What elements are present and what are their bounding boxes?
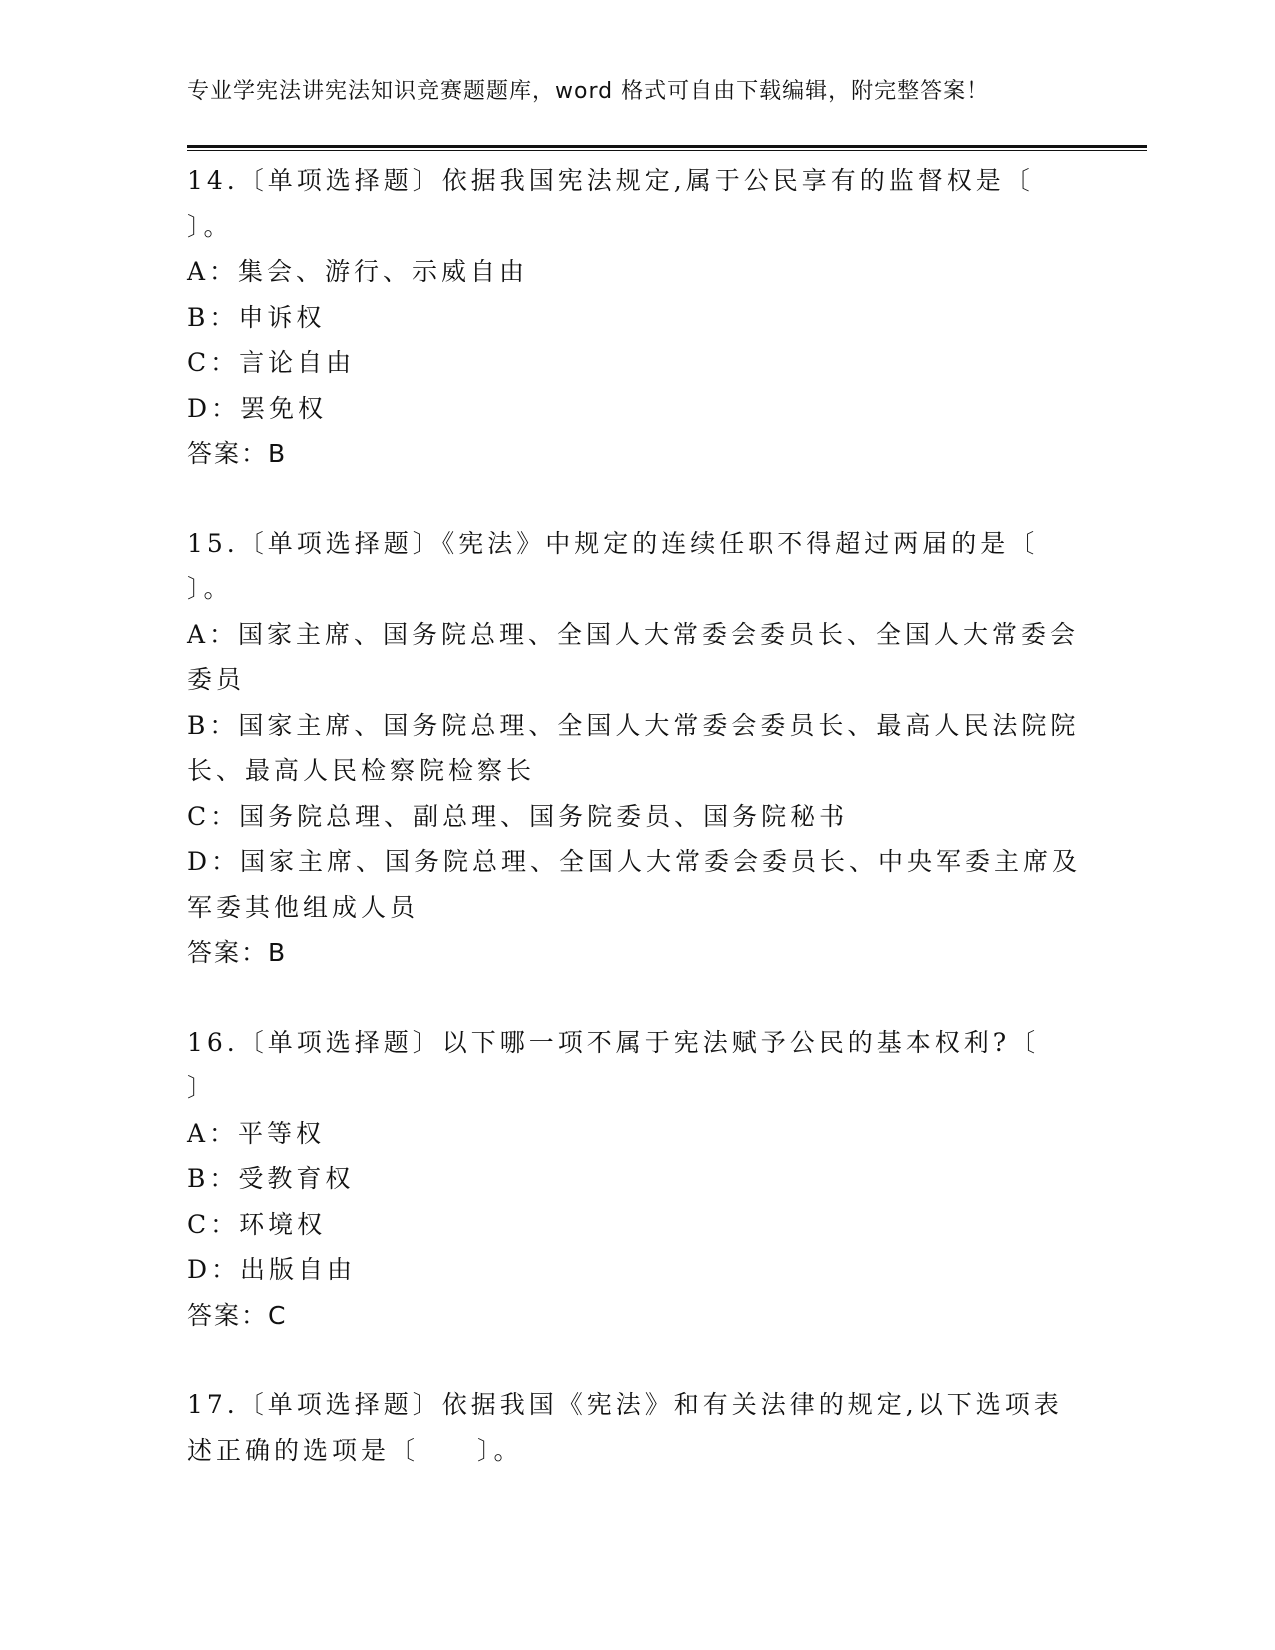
option-b: B：受教育权 [187,1164,355,1193]
question-text: 〕 [187,1073,217,1102]
question-16 [187,1020,1087,1339]
question-text: 16.〔单项选择题〕以下哪一项不属于宪法赋予公民的基本权利?〔 [187,1027,1040,1057]
question-text: 15.〔单项选择题〕《宪法》中规定的连续任职不得超过两届的是〔 [187,528,1039,558]
question-text: 17.〔单项选择题〕依据我国《宪法》和有关法律的规定,以下选项表 [187,1390,1063,1419]
option-b: B：国家主席、国务院总理、全国人大常委会委员长、最高人民法院院 [187,710,1080,740]
option-c: C：言论自由 [187,348,356,377]
question-15 [187,521,1087,976]
question-text: 14.〔单项选择题〕依据我国宪法规定,属于公民享有的监督权是〔 [187,166,1034,195]
question-text: 述正确的选项是〔 〕。 [187,1435,523,1465]
option-d: D：国家主席、国务院总理、全国人大常委会委员长、中央军委主席及 [187,847,1082,876]
header-rule-thin [187,150,1147,151]
question-17 [187,1382,1087,1473]
page-header: 专业学宪法讲宪法知识竞赛题题库，word 格式可自由下载编辑，附完整答案！ [187,79,990,104]
question-list [187,158,1087,1517]
option-a: A：平等权 [187,1118,326,1148]
option-a-continued: 委员 [187,665,246,694]
answer: 答案：C [187,1300,288,1330]
option-b-continued: 长、最高人民检察院检察长 [187,756,536,785]
option-d: D：罢免权 [187,393,328,423]
question-text: 〕。 [187,211,233,241]
option-b: B：申诉权 [187,302,326,332]
option-c: C：国务院总理、副总理、国务院委员、国务院秘书 [187,801,849,831]
question-14 [187,158,1087,477]
option-a: A：集会、游行、示威自由 [187,257,529,286]
option-d-continued: 军委其他组成人员 [187,892,420,922]
answer: 答案：B [187,938,288,967]
answer: 答案：B [187,439,288,468]
question-text: 〕。 [187,574,233,603]
header-rule-thick [187,145,1147,148]
option-a: A：国家主席、国务院总理、全国人大常委会委员长、全国人大常委会 [187,619,1080,649]
option-c: C：环境权 [187,1209,327,1239]
option-d: D：出版自由 [187,1255,357,1284]
